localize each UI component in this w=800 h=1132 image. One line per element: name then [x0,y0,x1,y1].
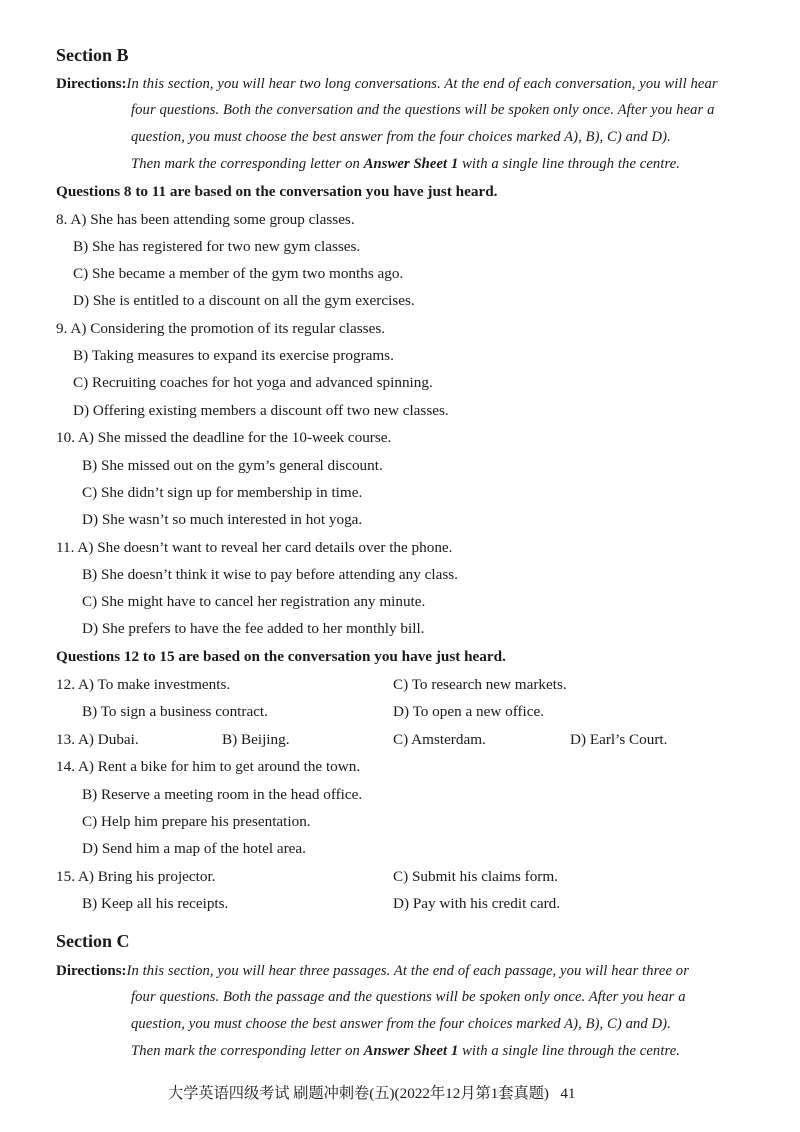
question-15-option-c: C) Submit his claims form. [393,868,558,885]
question-12-option-c: C) To research new markets. [393,676,567,693]
section-b-directions-line-2: four questions. Both the conversation and the questions will be spoken only once. After you hear a [131,102,715,118]
question-13-option-d: D) Earl’s Court. [570,731,668,748]
question-11-option-a: 11. A) She doesn’t want to reveal her card details over the phone. [56,539,453,556]
group-1-header: Questions 8 to 11 are based on the conversation you have just heard. [56,183,498,200]
question-8-option-d: D) She is entitled to a discount on all the gym exercises. [73,292,415,309]
question-11-option-b: B) She doesn’t think it wise to pay before attending any class. [82,566,458,583]
question-13-option-b: B) Beijing. [222,731,290,748]
question-14-option-d: D) Send him a map of the hotel area. [82,840,306,857]
question-13-option-a: 13. A) Dubai. [56,731,139,748]
question-14-option-c: C) Help him prepare his presentation. [82,813,311,830]
question-9-option-d: D) Offering existing members a discount off two new classes. [73,402,449,419]
question-8-option-b: B) She has registered for two new gym classes. [73,238,361,255]
question-11-option-d: D) She prefers to have the fee added to her monthly bill. [82,620,425,637]
section-b-directions-line-3: question, you must choose the best answer from the four choices marked A), B), C) and D). [131,129,671,145]
page-number: 41 [560,1085,576,1102]
question-9-option-b: B) Taking measures to expand its exercise programs. [73,347,394,364]
answer-sheet-ref: Answer Sheet 1 [363,156,459,172]
directions-label: Directions [56,76,122,92]
answer-sheet-ref: Answer Sheet 1 [363,1043,459,1059]
page-footer [168,1082,576,1103]
section-c-directions-line-4: Then mark the corresponding letter on Answer Sheet 1 with a single line through the centre. [131,1043,681,1059]
question-12-option-d: D) To open a new office. [393,703,545,720]
question-8-option-c: C) She became a member of the gym two months ago. [73,265,404,282]
question-14-option-a: 14. A) Rent a bike for him to get around the town. [56,758,361,775]
question-10-option-b: B) She missed out on the gym’s general discount. [82,457,383,474]
question-10-option-d: D) She wasn’t so much interested in hot yoga. [82,511,363,528]
question-15-option-d: D) Pay with his credit card. [393,895,561,912]
question-14-option-b: B) Reserve a meeting room in the head office. [82,786,363,803]
section-b-directions-line-4: Then mark the corresponding letter on Answer Sheet 1 with a single line through the centre. [131,156,681,172]
question-12-option-b: B) To sign a business contract. [82,703,268,720]
question-10-option-a: 10. A) She missed the deadline for the 10-week course. [56,429,392,446]
question-13-option-c: C) Amsterdam. [393,731,486,748]
question-15-option-a: 15. A) Bring his projector. [56,868,216,885]
group-2-header: Questions 12 to 15 are based on the conversation you have just heard. [56,648,506,665]
footer-title: 大学英语四级考试 刷题冲刺卷(五)(2022年12月第1套真题) [168,1085,549,1102]
section-c-directions-line-1: Directions:In this section, you will hear three passages. At the end of each passage, you will hear three or [56,963,689,979]
question-9-option-c: C) Recruiting coaches for hot yoga and advanced spinning. [73,374,433,391]
section-c-directions-line-2: four questions. Both the passage and the questions will be spoken only once. After you hear a [131,989,686,1005]
section-b-title: Section B [56,45,129,65]
question-10-option-c: C) She didn’t sign up for membership in time. [82,484,363,501]
question-11-option-c: C) She might have to cancel her registration any minute. [82,593,426,610]
question-15-option-b: B) Keep all his receipts. [82,895,229,912]
directions-label: Directions [56,963,122,979]
question-9-option-a: 9. A) Considering the promotion of its regular classes. [56,320,386,337]
question-8-option-a: 8. A) She has been attending some group classes. [56,211,355,228]
section-c-directions-line-3: question, you must choose the best answer from the four choices marked A), B), C) and D). [131,1016,671,1032]
question-12-option-a: 12. A) To make investments. [56,676,231,693]
section-c-title: Section C [56,931,130,951]
section-b-directions-line-1: Directions:In this section, you will hear two long conversations. At the end of each conversation, you will hear [56,76,718,92]
